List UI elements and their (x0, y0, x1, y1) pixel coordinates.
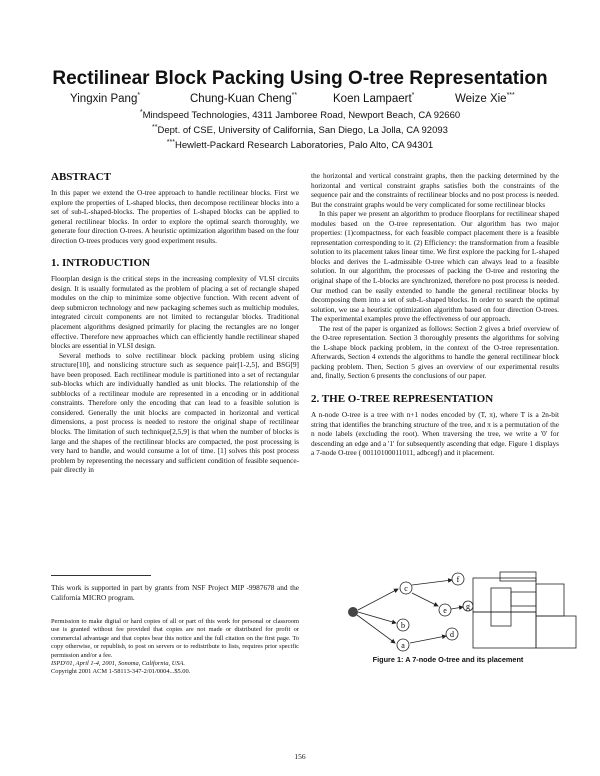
block-f (500, 572, 536, 581)
right-paragraph-4: A n-node O-tree is a tree with n+1 nodes encoded by (T, π), where T is a 2n-bit string that identifies the branching structure of the tree, and π is a permutation of the n node labels (excluding the root). When traversing the tree, we write a '0' for descending an edge and a '1' for subsequently ascending that edge. Figure 1 displays a 7-node O-tree ( 00110100011011, adbcegf) and it placement. (311, 410, 559, 458)
block-c (473, 578, 536, 612)
paper-title: Rectilinear Block Packing Using O-tree Representation (52, 68, 548, 89)
right-paragraph-1: the horizontal and vertical constraint graphs, then the packing determined by the horizontal and vertical constraint graphs satisfies both the constraints of the sequence pair and the constraints of rectilinear blocks and no post process is needed. But the constraint graphs would be very complicated for some rectilinear blocks (311, 171, 559, 209)
node-c (400, 582, 412, 594)
edge-root-c (358, 589, 398, 610)
block-b (491, 588, 511, 626)
intro-paragraph-1: Floorplan design is the critical steps in the increasing complexity of VLSI circuits design. It is usually formulated as the problem of placing a set of rectangle shaped modules on the chip to minimize some objective function. With recent advent of deep submicron technology and new packaging schemes such as multichip modules, integrated circuit components are not limited to rectangular blocks. Traditional placement algorithms designed primarily for placing the rectangles are no longer effective. Therefore new approaches which can efficiently handle rectilinear shaped blocks are essential in VLSI design. (51, 274, 299, 351)
edge-c-e (412, 593, 438, 606)
author-3: Koen Lampaert* (333, 92, 415, 105)
node-b (397, 619, 409, 631)
block-a (473, 612, 536, 648)
left-column (51, 171, 299, 475)
node-f (452, 573, 464, 585)
venue-line: ISPD'01, April 1-4, 2001, Sonoma, California, USA. (51, 660, 186, 668)
svg-text:b: b (401, 621, 405, 630)
node-g (463, 601, 473, 611)
edge-root-b (358, 612, 396, 623)
affiliation-1: *Mindspeed Technologies, 4311 Jamboree Road, Newport Beach, CA 92660 (139, 109, 461, 122)
node-a (397, 639, 409, 651)
tree-root-node (348, 607, 358, 617)
affiliation-3: ***Hewlett-Packard Research Laboratories, Palo Alto, CA 94301 (166, 139, 434, 152)
section2-heading: 2. THE O-TREE REPRESENTATION (311, 393, 494, 406)
svg-text:c: c (404, 584, 408, 593)
edge-e-g (451, 607, 463, 609)
node-d (446, 628, 458, 640)
abstract-text: In this paper we extend the O-tree approach to handle rectilinear blocks. First we explore the properties of L-shaped blocks, then decompose rectilinear blocks into a set of sub-L-shaped-blocks. The properties of L-shaped blocks can be applied to general rectilinear blocks. In order to explore the optimal search thoroughly, we generate four direction O-trees. A heuristic optimization algorithm based on the four direction O-trees produces very good experiment results. (51, 188, 299, 245)
figure-1-otree (318, 570, 588, 652)
block-e (511, 592, 536, 606)
right-paragraph-2: In this paper we present an algorithm to produce floorplans for rectilinear shaped modules based on the O-tree representation. Our algorithm has two major properties: (1)compactness, for each feasible compact placement there is a feasible representation corresponding to it. (2) Efficiency: the transformation from a feasible solution to its placement takes linear time. We first explore the packing for L-shaped blocks and derives the L-admissible O-tree which can always lead to a feasible solution. In our algorithm, the processes of packing the O-tree and restoring the original shape of the L-blocks are synchronized, therefore no post process is needed. Our method can be easily extended to handle the general rectilinear blocks by decomposing them into a set of sub-L-shaped blocks. In order to search the optimal solution, we use a heuristic optimization algorithm based on four direction O-trees. The experimental examples prove the effectiveness of our approach. (311, 209, 559, 324)
intro-paragraph-2: Several methods to solve rectilinear block packing problem using slicing structure[10], and nonslicing structure such as sequence pair[1-2,5], and BSG[9] have been proposed. Each rectilinear module is partitioned into a set of rectangular sub-blocks which are individually handled as unit blocks. The relationship of the subblocks of a rectilinear module are represented in a encoding or in additional constraints. Therefore only the encoding that can lead to a feasible solution is considered. Generally the unit blocks are compacted in horizontal and vertical dimensions, a post process is needed to restore the original shape of rectilinear blocks. The limitation of such technique[2,5,9] is that when the number of blocks is large and the shapes of the rectilinear blocks are compacted, the post processing is very hard to handle, and would consume a lot of time. [1] solves this post process problem by representing the necessary and sufficient condition of feasible sequence-pair directly in (51, 350, 299, 475)
permission-text: Permission to make digital or hard copies of all or part of this work for personal or classroom use is granted without fee provided that copies are not made or distributed for profit or commercial advantage and that copies bear this notice and the full citation on the first page. To copy otherwise, or republish, to post on servers or to redistribute to lists, requires prior specific permission and/or a fee. (51, 618, 299, 659)
intro-heading: 1. INTRODUCTION (51, 257, 151, 270)
footnote-rule (51, 575, 151, 576)
edge-a-d (410, 636, 446, 643)
abstract-heading: ABSTRACT (51, 171, 111, 183)
affiliation-2: **Dept. of CSE, University of California, San Diego, La Jolla, CA 92093 (152, 124, 448, 137)
right-column (311, 171, 559, 458)
block-d (536, 616, 576, 648)
node-e (439, 604, 451, 616)
svg-text:g: g (466, 602, 470, 611)
author-1: Yingxin Pang* (70, 92, 141, 105)
svg-text:f: f (456, 575, 460, 584)
edge-root-a (357, 615, 395, 643)
author-4: Weize Xie*** (455, 92, 515, 105)
right-paragraph-3: The rest of the paper is organized as follows: Section 2 gives a brief overview of the O-tree representation. Section 3 thoroughly presents the algorithms for solving the L-shape block packing problem, in the context of the O-tree representation. Afterwards, Section 4 extends the algorithms to handle the general rectilinear block packing problem. Then, Section 5 gives an overview of our experimental results and, finally, Section 6 presents the conclusions of our paper. (311, 323, 559, 381)
svg-text:d: d (450, 630, 454, 639)
svg-text:e: e (443, 606, 447, 615)
page-number: 156 (294, 752, 306, 761)
author-2: Chung-Kuan Cheng** (190, 92, 298, 105)
permission-notice (51, 618, 299, 677)
intro-text (51, 274, 299, 474)
svg-text:a: a (401, 641, 405, 650)
copyright-line: Copyright 2001 ACM 1-58113-347-2/01/0004...$5.00. (51, 668, 191, 676)
edge-c-f (412, 580, 452, 585)
funding-note: This work is supported in part by grants from NSF Project MIP -9987678 and the California MICRO program. (51, 583, 299, 602)
block-g (536, 584, 564, 616)
figure-caption: Figure 1: A 7-node O-tree and its placement (372, 655, 524, 664)
